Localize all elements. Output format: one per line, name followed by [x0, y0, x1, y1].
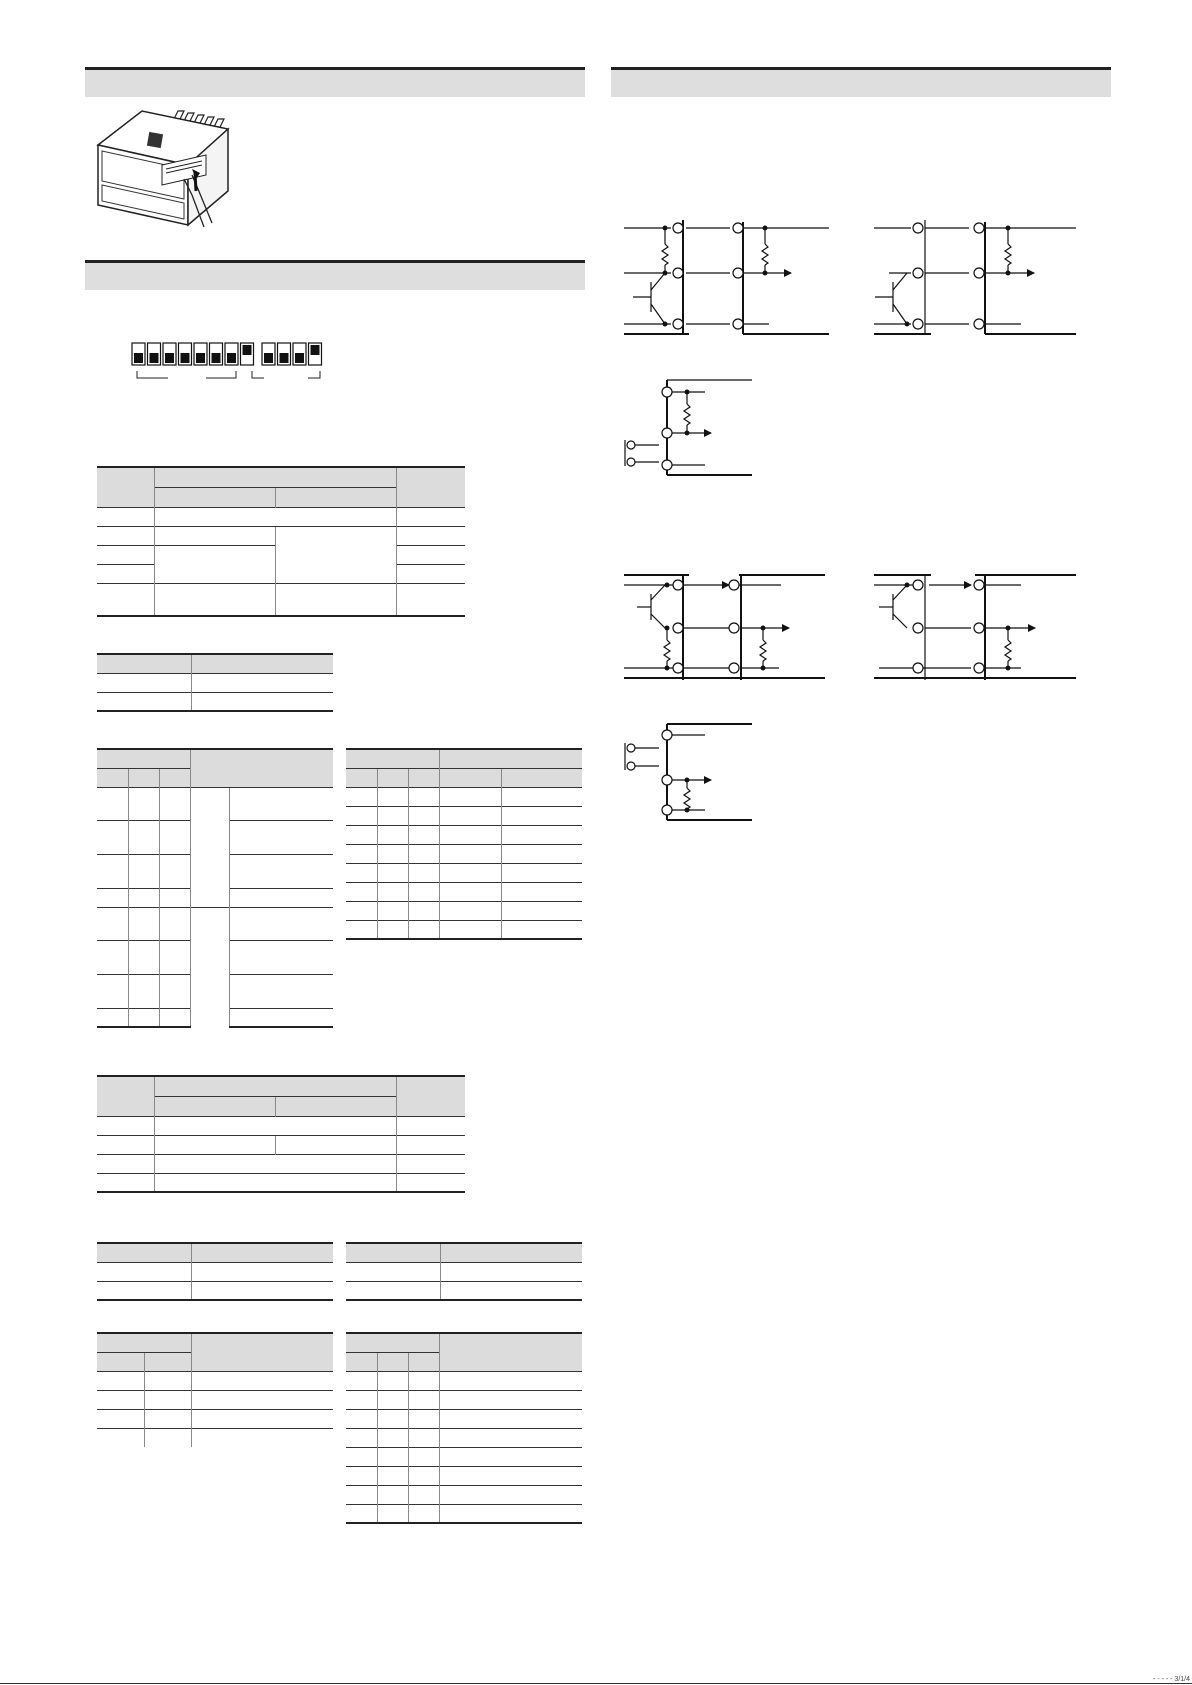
table-2	[97, 653, 333, 712]
wiring-diagrams	[611, 200, 1111, 840]
dip-switch-knob-2	[150, 353, 159, 363]
dip-switch-knob-11	[295, 353, 304, 363]
dip-switch-knob-9	[264, 353, 273, 363]
diagram-npn-pullup	[624, 220, 829, 334]
dip-switch-knob-5	[196, 353, 205, 363]
dip-switch-knob-1	[134, 353, 143, 363]
section-bar-left-mid	[85, 260, 585, 290]
table-3	[97, 748, 333, 1028]
dip-switch-knob-8	[243, 345, 252, 355]
dip-switch-knob-7	[227, 353, 236, 363]
dip-switch-icon	[130, 341, 330, 387]
dip-switch-knob-10	[280, 353, 289, 363]
footer-page-code: - - - - - 3/1/4	[1153, 1676, 1190, 1683]
dip-switch-knob-3	[165, 353, 174, 363]
diagram-contact-input-pnp	[625, 724, 752, 820]
table-6	[97, 1332, 333, 1447]
diagram-pnp-pulldown	[624, 575, 825, 680]
table-5	[97, 1242, 333, 1301]
footer-rule	[0, 1683, 1192, 1684]
table-4	[97, 1075, 465, 1193]
table-8	[346, 1242, 582, 1301]
dip-switch-knob-6	[212, 353, 221, 363]
counter-device-illustration	[88, 103, 238, 228]
table-9	[346, 1332, 582, 1524]
diagram-contact-input	[625, 380, 752, 475]
dip-switch-knob-4	[181, 353, 190, 363]
table-1	[97, 466, 465, 617]
dip-switch-knob-12	[311, 345, 320, 355]
section-bar-right-top	[611, 67, 1111, 97]
section-bar-left-top	[85, 67, 585, 97]
table-7	[346, 748, 582, 940]
diagram-npn-open-collector	[874, 220, 1076, 334]
